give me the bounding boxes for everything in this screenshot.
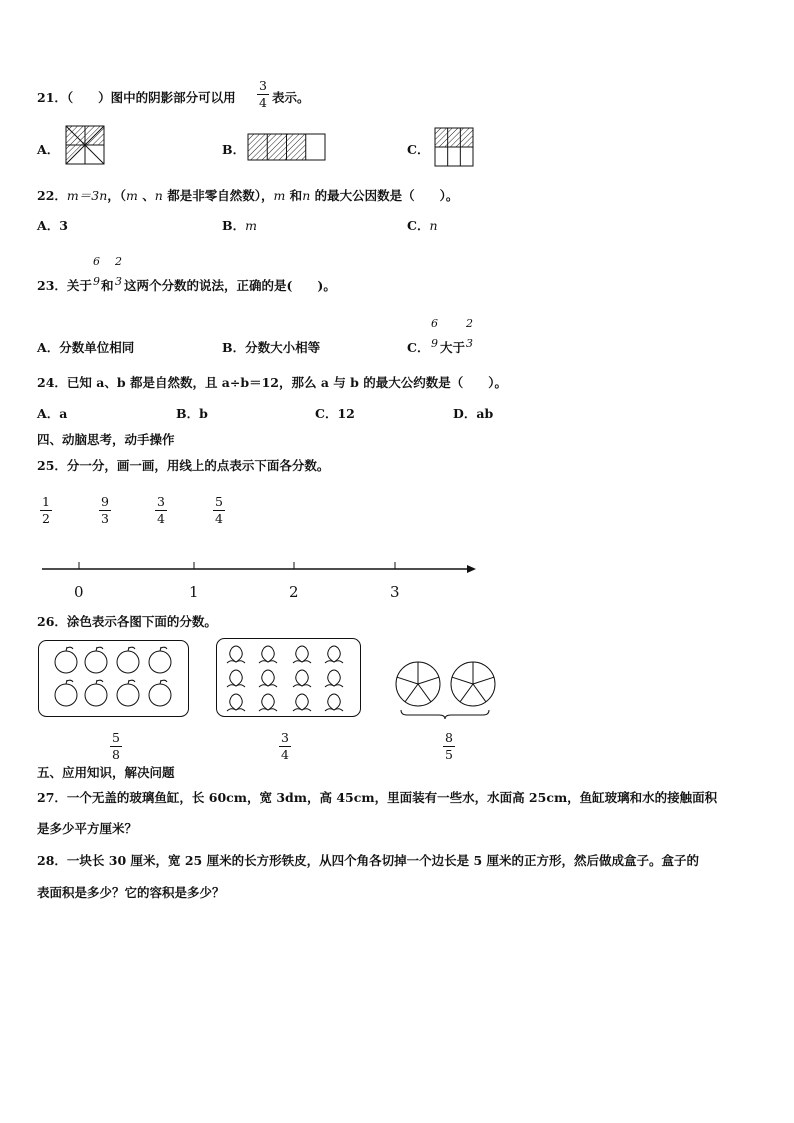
q27-line1: 27．一个无盖的玻璃鱼缸，长 60cm，宽 3dm，高 45cm，里面装有一些水，水面高 25cm，鱼缸玻璃和水的接触面积 (37, 790, 718, 805)
q26-stem: 26．涂色表示各图下面的分数。 (37, 614, 217, 629)
section4-heading: 四、动脑思考，动手操作 (37, 432, 175, 447)
q22-stem: 22．m＝3n，（m 、n 都是非零自然数），m 和n 的最大公因数是（ ）。 (37, 188, 459, 203)
q25-axis-label-1: 1 (189, 583, 199, 601)
q23-c-frac1-den: 9 (431, 337, 438, 350)
q22-equation: m＝3n (66, 188, 108, 203)
q23-frac1-num: 6 (93, 255, 100, 268)
q24-option-a: A．a (37, 406, 68, 421)
q23-c-frac2-num: 2 (466, 317, 473, 330)
q28-line1: 28．一块长 30 厘米，宽 25 厘米的长方形铁皮，从四个角各切掉一个边长是 5 厘米的正方形，然后做成盒子。盒子的 (37, 853, 699, 868)
q21-stem (37, 90, 236, 106)
q21-frac-num: 3 (259, 78, 267, 93)
q23-stem-suffix: 这两个分数的说法，正确的是( )。 (124, 278, 336, 293)
q23-option-c-text: 大于 (440, 340, 466, 355)
q24-option-c: C．12 (315, 406, 355, 421)
q21-figure-c (435, 128, 475, 168)
q24-option-d: D．ab (453, 406, 494, 421)
q21-option-b-label: B． (222, 142, 246, 157)
q21-frac-den: 4 (259, 95, 267, 110)
q21-fraction (256, 78, 270, 111)
q25-axis-label-2: 2 (289, 583, 299, 601)
q25-frac-4: 5 4 (211, 494, 227, 527)
q25-number-line (0, 555, 794, 585)
q21-figure-a (66, 126, 106, 166)
q22-option-b: B．m (222, 218, 257, 233)
q25-axis-label-0: 0 (74, 583, 84, 601)
section5-heading: 五、应用知识，解决问题 (37, 765, 175, 780)
q23-c-frac1-num: 6 (431, 317, 438, 330)
q26-peaches-figure (216, 638, 362, 718)
q26-apples-figure (38, 640, 190, 718)
q28-line2: 表面积是多少？它的容积是多少？ (37, 885, 225, 900)
q22-option-a: A．3 (37, 218, 68, 233)
q23-frac2-num: 2 (115, 255, 122, 268)
q25-frac-2: 9 3 (97, 494, 113, 527)
q21-stem-suffix: 表示。 (272, 90, 310, 105)
q26-frac-3: 8 5 (441, 730, 457, 763)
q21-option-a-label: A． (37, 142, 60, 157)
q23-option-c-label: C． (407, 340, 430, 355)
q24-stem: 24．已知 a、b 都是自然数，且 a÷b＝12，那么 a 与 b 的最大公约数是（ ）。 (37, 375, 507, 390)
q26-circles-figure (393, 658, 503, 720)
q25-frac-3: 3 4 (153, 494, 169, 527)
q26-frac-1: 5 8 (108, 730, 124, 763)
q23-stem-prefix: 23．关于 (37, 278, 92, 293)
q27-line2: 是多少平方厘米？ (37, 821, 138, 836)
q26-frac-2: 3 4 (277, 730, 293, 763)
q23-option-b: B．分数大小相等 (222, 340, 321, 355)
q25-axis-label-3: 3 (390, 583, 400, 601)
q22-option-c: C．n (407, 218, 438, 233)
q24-option-b: B．b (176, 406, 208, 421)
q23-option-a: A．分数单位相同 (37, 340, 135, 355)
q25-stem: 25．分一分，画一画，用线上的点表示下面各分数。 (37, 458, 330, 473)
q21-stem-prefix: 21．（ ）图中的阴影部分可以用 (37, 90, 236, 105)
q23-and: 和 (101, 278, 114, 293)
q23-frac1-den: 9 (93, 275, 100, 288)
q23-frac2-den: 3 (115, 275, 122, 288)
q25-frac-1: 1 2 (38, 494, 54, 527)
q21-option-c-label: C． (407, 142, 430, 157)
q21-figure-b (248, 134, 328, 162)
q23-c-frac2-den: 3 (466, 337, 473, 350)
